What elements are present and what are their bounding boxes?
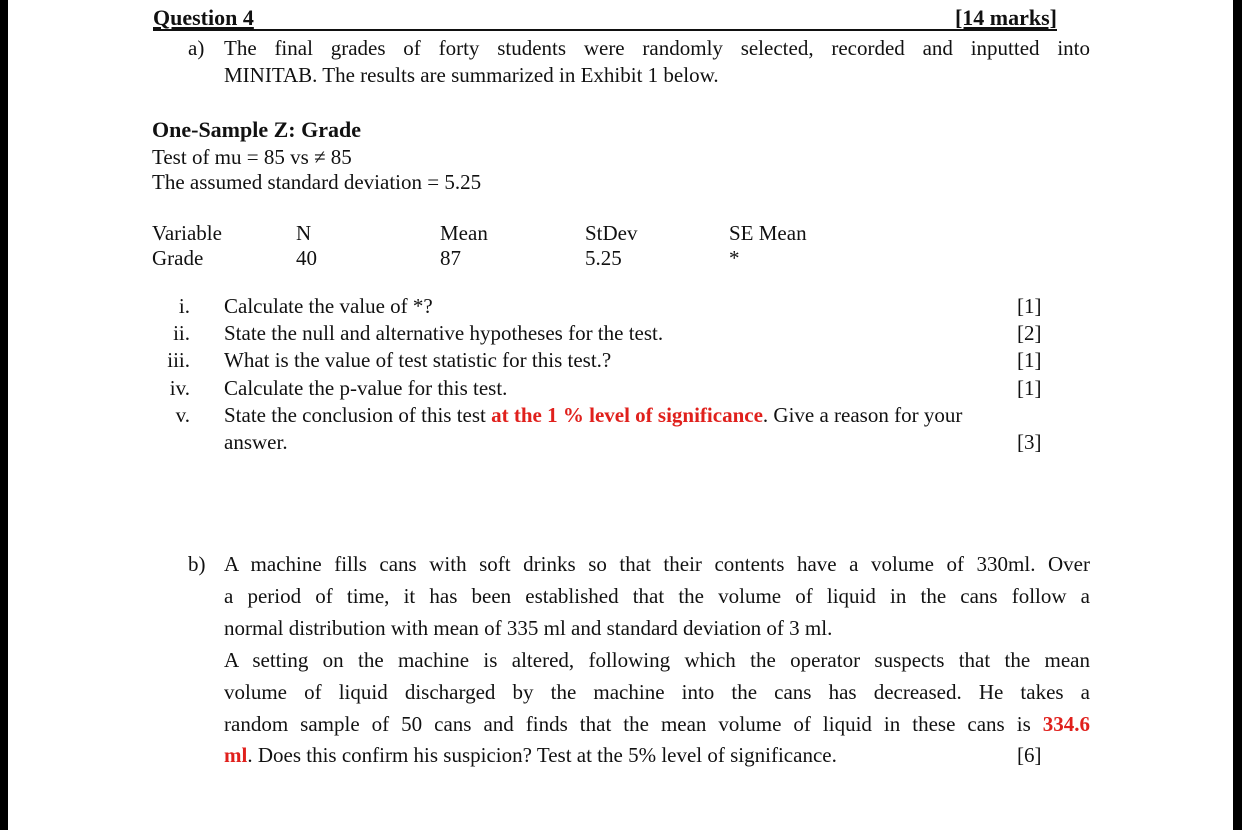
table-cell-mean: 87 — [440, 246, 461, 270]
item-iv-text: Calculate the p-value for this test. — [224, 376, 508, 400]
part-b-marks: [6] — [1017, 743, 1042, 767]
table-header-mean: Mean — [440, 221, 488, 245]
part-b-p2-line4 — [224, 742, 837, 768]
part-a-intro-line2: MINITAB. The results are summarized in Exhibit 1 below. — [224, 63, 719, 87]
part-b-p2-line2: volume of liquid discharged by the machine into the cans has decreased. He takes a — [224, 680, 1090, 704]
exhibit-sd-line: The assumed standard deviation = 5.25 — [152, 170, 482, 194]
table-cell-n: 40 — [296, 246, 317, 270]
part-a-label: a) — [188, 36, 205, 60]
item-ii-marks: [2] — [1017, 321, 1042, 345]
part-b-p1-line3: normal distribution with mean of 335 ml and standard deviation of 3 ml. — [224, 616, 833, 640]
item-iv-marks: [1] — [1017, 376, 1042, 400]
part-a-intro-line1: The final grades of forty students were randomly selected, recorded and inputted into — [224, 36, 1090, 60]
exhibit-title: One-Sample Z: Grade — [152, 117, 361, 142]
item-v-number: v. — [175, 403, 190, 427]
item-iv-number: iv. — [169, 376, 190, 400]
table-header-variable: Variable — [152, 221, 222, 245]
item-v-text-after: . Give a reason for your — [762, 403, 963, 427]
item-i-marks: [1] — [1017, 294, 1042, 318]
table-cell-stdev: 5.25 — [585, 246, 622, 270]
item-ii-number: ii. — [173, 321, 190, 345]
question-header — [153, 5, 1057, 31]
part-b-p2-line3-text: random sample of 50 cans and finds that the mean volume of liquid in these cans is — [224, 712, 1043, 736]
exhibit-test-line: Test of mu = 85 vs ≠ 85 — [152, 145, 352, 169]
table-header-n: N — [296, 221, 312, 245]
item-iii-text: What is the value of test statistic for this test.? — [224, 348, 612, 372]
item-v-text-before: State the conclusion of this test — [224, 403, 492, 427]
item-v-text-line2: answer. — [224, 430, 288, 454]
document-page — [8, 0, 1233, 830]
part-b-p2-line4-text: . Does this confirm his suspicion? Test at the 5% level of significance. — [247, 743, 837, 767]
item-i-number: i. — [178, 294, 190, 318]
part-b-p2-line1: A setting on the machine is altered, following which the operator suspects that the mean — [224, 648, 1090, 672]
table-header-se-mean: SE Mean — [729, 221, 807, 245]
part-b-highlight-value: 334.6 — [1042, 712, 1090, 736]
item-i-text: Calculate the value of *? — [224, 294, 433, 318]
table-cell-variable: Grade — [152, 246, 204, 270]
table-cell-se-mean: * — [729, 246, 740, 270]
item-iii-number: iii. — [167, 348, 190, 372]
item-v-marks: [3] — [1017, 430, 1042, 454]
part-b-p1-line1: A machine fills cans with soft drinks so that their contents have a volume of 330ml. Over — [224, 552, 1090, 576]
question-marks: [14 marks] — [954, 5, 1057, 30]
item-iii-marks: [1] — [1017, 348, 1042, 372]
item-v-highlight: at the 1 % level of significance — [491, 403, 763, 427]
item-v-text — [224, 402, 962, 428]
question-title: Question 4 — [153, 5, 254, 30]
part-b-label: b) — [188, 552, 206, 576]
part-b-p1-line2: a period of time, it has been established that the volume of liquid in the cans follow a — [224, 584, 1090, 608]
part-b-highlight-unit: ml — [224, 743, 248, 767]
table-header-stdev: StDev — [585, 221, 638, 245]
part-b-p2-line3 — [224, 711, 1090, 737]
item-ii-text: State the null and alternative hypotheses for the test. — [224, 321, 664, 345]
